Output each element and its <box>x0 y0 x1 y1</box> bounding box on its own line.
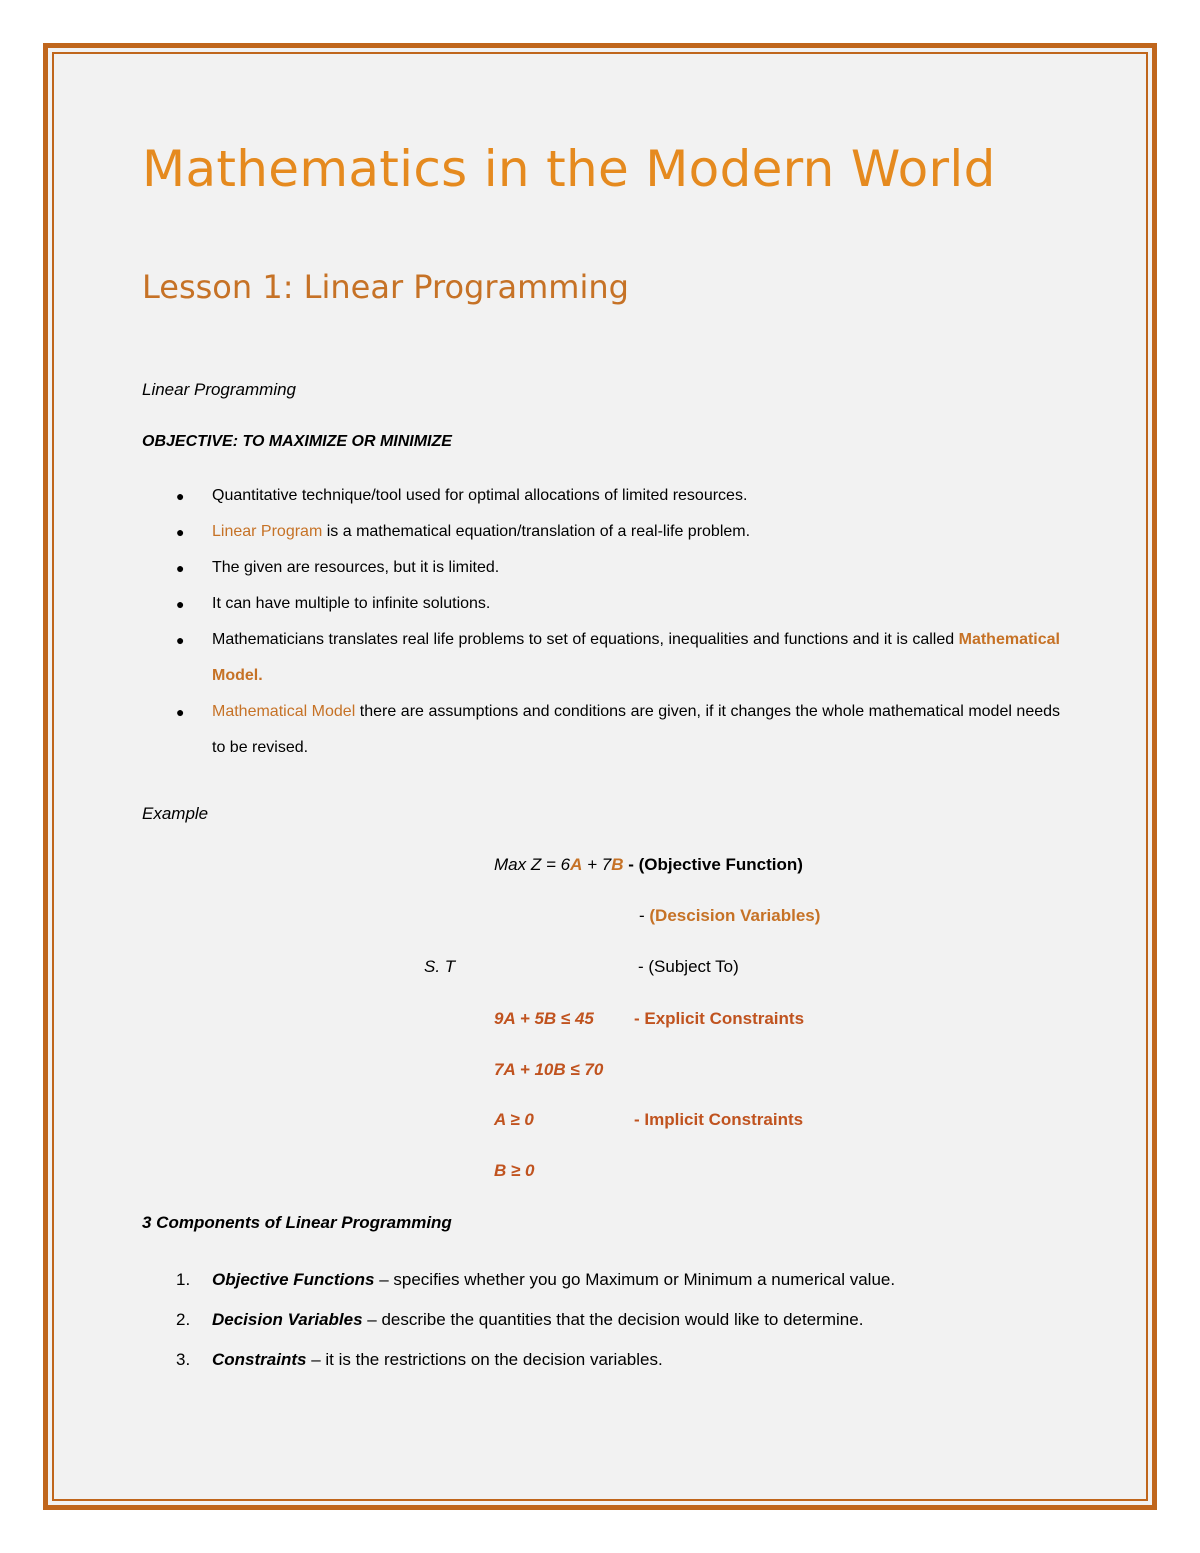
bullet-list <box>142 478 1060 766</box>
objective-heading: OBJECTIVE: TO MAXIMIZE OR MINIMIZE <box>142 433 452 450</box>
component-description: – it is the restrictions on the decision variables. <box>306 1350 663 1369</box>
constraint-1: 9A + 5B ≤ 45 <box>494 1009 594 1028</box>
list-number: 2. <box>176 1310 191 1329</box>
bullet-text: The given are resources, but it is limited. <box>212 559 500 576</box>
objective-function-line <box>494 855 803 875</box>
variable-b: B <box>611 855 624 874</box>
lesson-subtitle: Lesson 1: Linear Programming <box>142 268 629 306</box>
list-number: 1. <box>176 1270 191 1289</box>
highlight-term: Mathematical Model. <box>212 631 1060 684</box>
explicit-constraints-note: - Explicit Constraints <box>634 1009 805 1028</box>
component-item <box>142 1260 1062 1300</box>
bullet-item <box>142 550 1060 586</box>
objective-expression: Max Z = 6 <box>494 855 571 874</box>
bullet-item <box>142 586 1060 622</box>
component-term: Constraints <box>212 1350 307 1369</box>
section-heading-linear-programming: Linear Programming <box>142 380 297 399</box>
highlight-term: Linear Program <box>212 523 323 540</box>
document-title: Mathematics in the Modern World <box>142 140 996 198</box>
component-term: Decision Variables <box>212 1310 363 1329</box>
bullet-text: there are assumptions and conditions are given, if it changes the whole mathematical model needs to be revised. <box>212 703 1061 756</box>
bullet-dot-icon: ● <box>176 488 185 504</box>
bullet-dot-icon: ● <box>176 524 185 540</box>
highlight-term: Mathematical Model <box>212 703 356 720</box>
implicit-constraints-note: - Implicit Constraints <box>634 1110 804 1129</box>
bullet-dot-icon: ● <box>176 560 185 576</box>
bullet-item <box>142 478 1060 514</box>
bullet-dot-icon: ● <box>176 596 185 612</box>
bullet-text: It can have multiple to infinite solutions. <box>212 595 491 612</box>
bullet-text: is a mathematical equation/translation of a real-life problem. <box>322 523 751 540</box>
decision-variables-note: (Descision Variables) <box>649 906 821 925</box>
bullet-item <box>142 514 1060 550</box>
example-heading: Example <box>142 804 209 823</box>
subject-to-label <box>424 957 455 977</box>
subject-to-abbr: S. T <box>424 957 456 976</box>
bullet-item <box>142 622 1060 694</box>
objective-function-note: - (Objective Function) <box>623 855 803 874</box>
component-description: – describe the quantities that the decision would like to determine. <box>362 1310 864 1329</box>
components-heading: 3 Components of Linear Programming <box>142 1213 452 1232</box>
list-number: 3. <box>176 1350 191 1369</box>
constraint-4: B ≥ 0 <box>494 1161 535 1180</box>
subject-to-note: - (Subject To) <box>638 957 739 976</box>
bullet-text: Quantitative technique/tool used for optimal allocations of limited resources. <box>212 487 748 504</box>
component-term: Objective Functions <box>212 1270 375 1289</box>
objective-expression: + 7 <box>582 855 612 874</box>
constraint-3: A ≥ 0 <box>494 1110 534 1129</box>
decision-variables-line <box>639 906 820 926</box>
bullet-dot-icon: ● <box>176 632 185 648</box>
component-item <box>142 1300 1062 1340</box>
constraint-2: 7A + 10B ≤ 70 <box>494 1060 604 1079</box>
component-item <box>142 1340 1062 1380</box>
component-description: – specifies whether you go Maximum or Minimum a numerical value. <box>374 1270 896 1289</box>
dash: - <box>639 906 650 925</box>
variable-a: A <box>570 855 583 874</box>
bullet-dot-icon: ● <box>176 704 185 720</box>
components-list <box>142 1260 1062 1380</box>
bullet-item <box>142 694 1060 766</box>
bullet-text: Mathematicians translates real life problems to set of equations, inequalities and functions and it is called <box>212 631 959 648</box>
